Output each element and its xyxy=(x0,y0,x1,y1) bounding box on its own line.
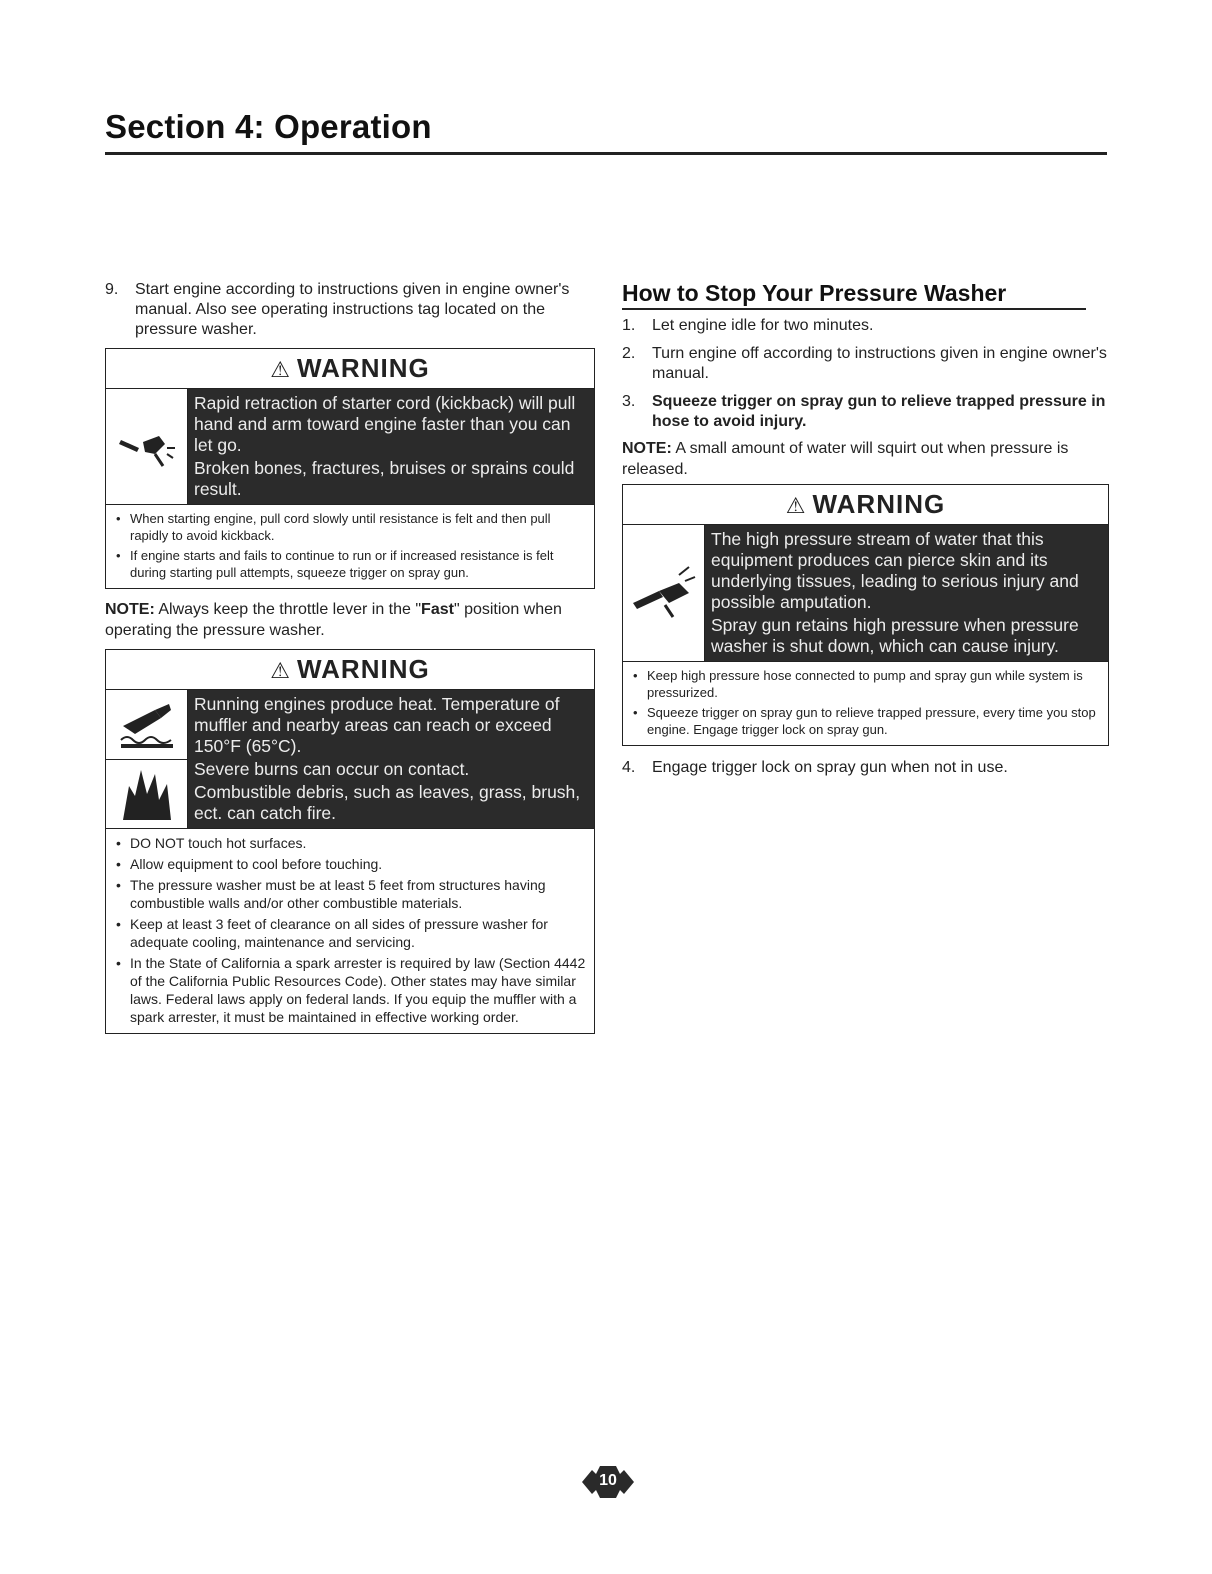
page-title: Section 4: Operation xyxy=(105,108,432,145)
step-3 xyxy=(622,392,1109,432)
warning-box-heat xyxy=(105,649,595,1034)
warning-icon-panel xyxy=(106,690,188,828)
right-column xyxy=(622,280,1109,778)
warning-message-line: Severe burns can occur on contact. xyxy=(194,759,470,779)
hot-surface-icon xyxy=(106,690,187,759)
warning-icon-panel xyxy=(106,389,188,504)
warning-message-line: Spray gun retains high pressure when pressure washer is shut down, which can cause injury. xyxy=(711,615,1079,656)
warning-header xyxy=(106,650,594,690)
list-item: • The pressure washer must be at least 5 feet from structures having combustible walls and/or other combustible materials. xyxy=(116,876,586,912)
warning-bullets xyxy=(106,829,594,1033)
list-item: • DO NOT touch hot surfaces. xyxy=(116,834,586,852)
fire-icon xyxy=(106,759,187,829)
list-item: • Keep at least 3 feet of clearance on all sides of pressure washer for adequate cooling, maintenance and servicing. xyxy=(116,915,586,951)
title-rule xyxy=(105,152,1107,155)
note-throttle xyxy=(105,599,595,641)
kickback-hand-icon xyxy=(106,389,187,504)
page-number: 10 xyxy=(599,1472,617,1489)
warning-triangle-icon: ⚠ xyxy=(785,493,807,518)
warning-body xyxy=(106,690,594,829)
list-item: • If engine starts and fails to continue to run or if increased resistance is felt during starting pull attempts, squeeze trigger on spray gun. xyxy=(116,547,586,581)
step-4 xyxy=(622,758,1109,778)
warning-triangle-icon: ⚠ xyxy=(270,658,292,683)
note-pressure xyxy=(622,438,1109,480)
note-text-before: Always keep the throttle lever in the " xyxy=(154,601,422,618)
warning-message-line: Broken bones, fractures, bruises or sprains could result. xyxy=(194,458,575,499)
page-number-badge xyxy=(580,1464,636,1500)
step-number: 9. xyxy=(105,281,119,298)
warning-message xyxy=(705,525,1108,661)
list-item: • Keep high pressure hose connected to pump and spray gun while system is pressurized. xyxy=(633,667,1100,701)
warning-title: WARNING xyxy=(812,489,946,519)
warning-body xyxy=(623,525,1108,662)
warning-header xyxy=(106,349,594,389)
warning-bullets xyxy=(106,505,594,588)
warning-message-line: The high pressure stream of water that this equipment produces can pierce skin and its underlying tissues, leading to serious injury and possible amputation. xyxy=(711,529,1079,612)
left-column xyxy=(105,280,595,1034)
list-item: • Squeeze trigger on spray gun to relieve trapped pressure, every time you stop engine. Engage trigger lock on spray gun. xyxy=(633,704,1100,738)
note-label: NOTE: xyxy=(622,440,672,457)
step-number: 2. xyxy=(622,345,636,362)
note-bold: Fast xyxy=(421,601,454,618)
step-text: Start engine according to instructions given in engine owner's manual. Also see operating instructions tag located on the pressure washer. xyxy=(135,281,570,338)
warning-bullets xyxy=(623,662,1108,745)
high-pressure-spray-icon xyxy=(623,525,704,661)
step-1 xyxy=(622,316,1109,336)
step-2 xyxy=(622,344,1109,384)
step-text: Let engine idle for two minutes. xyxy=(652,317,874,334)
warning-box-kickback xyxy=(105,348,595,589)
warning-title: WARNING xyxy=(297,654,430,684)
warning-message xyxy=(188,690,594,828)
warning-header xyxy=(623,485,1108,525)
stop-steps xyxy=(622,316,1109,432)
note-label: NOTE: xyxy=(105,601,155,618)
warning-body xyxy=(106,389,594,505)
warning-icon-panel xyxy=(623,525,705,661)
note-text: A small amount of water will squirt out when pressure is released. xyxy=(622,440,1069,478)
step-number: 3. xyxy=(622,393,636,410)
warning-message-line: Rapid retraction of starter cord (kickback) will pull hand and arm toward engine faster than you can let go. xyxy=(194,393,576,455)
step-number: 1. xyxy=(622,317,636,334)
warning-title: WARNING xyxy=(297,353,430,383)
step-text: Turn engine off according to instructions given in engine owner's manual. xyxy=(652,345,1107,382)
step-9 xyxy=(105,280,595,340)
warning-message-line: Combustible debris, such as leaves, grass, brush, ect. can catch fire. xyxy=(194,782,581,823)
step-text: Squeeze trigger on spray gun to relieve trapped pressure in hose to avoid injury. xyxy=(652,393,1106,430)
warning-box-pressure xyxy=(622,484,1109,746)
step-text: Engage trigger lock on spray gun when not in use. xyxy=(652,759,1008,776)
list-item: • In the State of California a spark arrester is required by law (Section 4442 of the California Public Resources Code). Other states may have similar laws. Federal laws apply on federal lands. If you equip the muffler with a spark arrester, it must be maintained in effective working order. xyxy=(116,954,586,1026)
note-text-after: " position when operating the pressure washer. xyxy=(105,601,562,639)
step-number: 4. xyxy=(622,759,636,776)
warning-message-line: Running engines produce heat. Temperature of muffler and nearby areas can reach or exceed 150°F (65°C). xyxy=(194,694,560,756)
section-heading: How to Stop Your Pressure Washer xyxy=(622,280,1086,310)
list-item: • Allow equipment to cool before touching. xyxy=(116,855,586,873)
warning-message xyxy=(188,389,594,504)
warning-triangle-icon: ⚠ xyxy=(270,357,292,382)
list-item: • When starting engine, pull cord slowly until resistance is felt and then pull rapidly to avoid kickback. xyxy=(116,510,586,544)
